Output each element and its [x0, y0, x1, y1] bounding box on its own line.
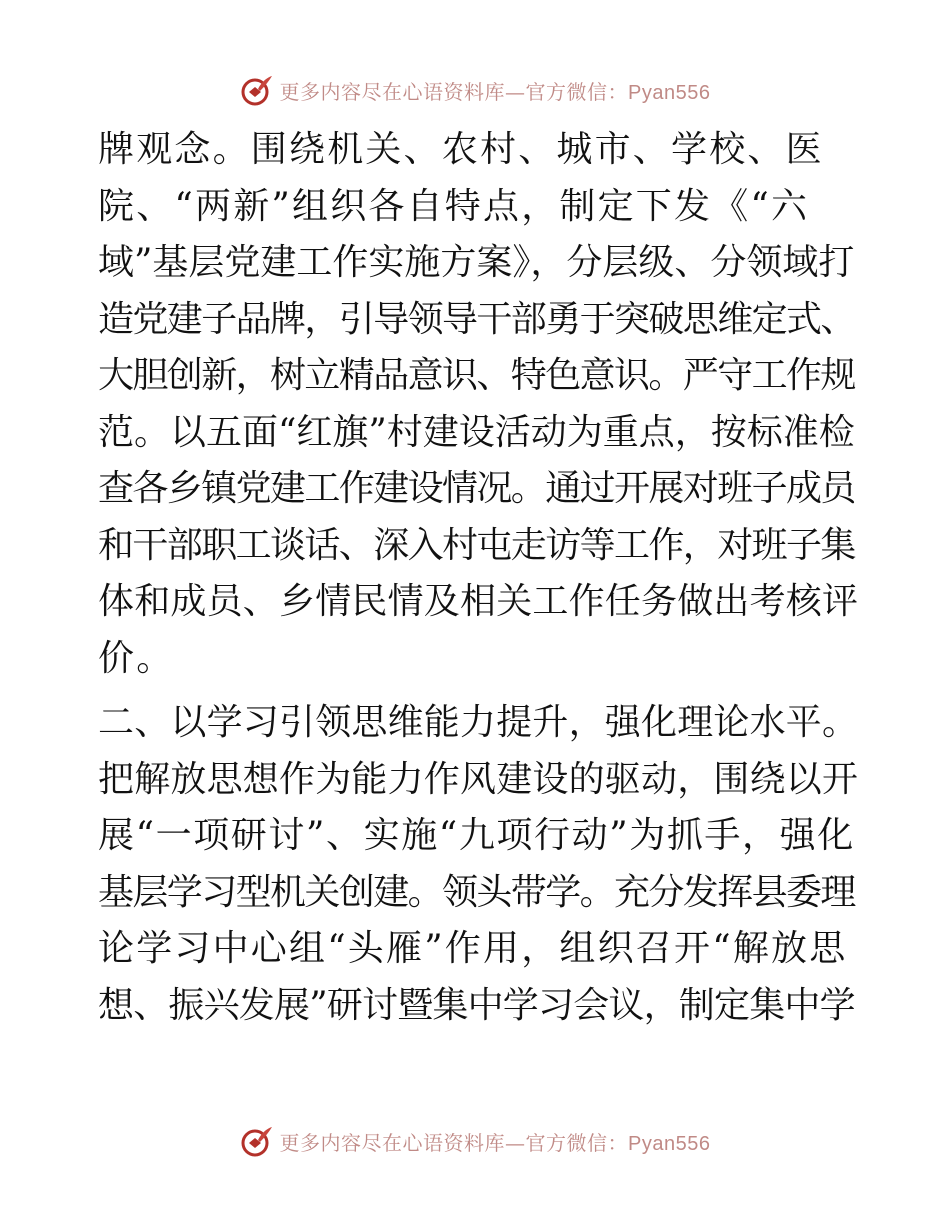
section-heading-line: 二、以学习引领思维能力提升，强化理论水平。 [98, 702, 859, 743]
text-line: 展“一项研讨”、实施“九项行动”为抓手，强化 [98, 815, 855, 856]
book-feather-logo-icon [240, 1124, 274, 1158]
footer-watermark [0, 1121, 950, 1161]
paragraph-gap [98, 687, 858, 695]
text-line: 基层学习型机关创建。领头带学。充分发挥县委理 [98, 871, 855, 913]
watermark-dash: — [505, 1130, 526, 1155]
paragraph-2 [98, 695, 858, 1034]
text-line: 体和成员、乡情民情及相关工作任务做出考核评 [98, 581, 859, 622]
text-line: 想、振兴发展”研讨暨集中学习会议，制定集中学 [98, 984, 855, 1026]
text-line: 造党建子品牌，引导领导干部勇于突破思维定式、 [98, 298, 855, 340]
text-line: 牌观念。围绕机关、农村、城市、学校、医 [98, 129, 824, 170]
text-line: 院、“两新”组织各自特点，制定下发《“六 [98, 185, 810, 227]
watermark-text: 更多内容尽在心语资料库 [279, 79, 506, 104]
watermark-wechat-id: Pyan556 [628, 1132, 711, 1155]
watermark-dash: — [505, 79, 526, 104]
text-line: 大胆创新，树立精品意识、特色意识。严守工作规 [98, 355, 855, 396]
text-line: 查各乡镇党建工作建设情况。通过开展对班子成员 [98, 468, 855, 509]
text-line: 把解放思想作为能力作风建设的驱动，围绕以开 [98, 758, 859, 800]
book-feather-logo-icon [240, 73, 274, 107]
watermark-wechat-label: 官方微信： [525, 1130, 629, 1155]
text-line: 价。 [98, 637, 175, 679]
text-line: 域”基层党建工作实施方案》，分层级、分领域打 [98, 242, 855, 283]
watermark-text: 更多内容尽在心语资料库 [279, 1130, 506, 1155]
paragraph-1 [98, 122, 858, 687]
watermark-wechat-id: Pyan556 [628, 81, 711, 104]
header-watermark [0, 70, 950, 110]
text-line: 范。以五面“红旗”村建设活动为重点，按标准检 [98, 411, 855, 453]
text-line: 和干部职工谈话、深入村屯走访等工作，对班子集 [98, 524, 855, 566]
watermark-wechat-label: 官方微信： [525, 79, 629, 104]
text-line: 论学习中心组“头雁”作用，组织召开“解放思 [98, 928, 848, 969]
document-body [98, 122, 858, 1034]
